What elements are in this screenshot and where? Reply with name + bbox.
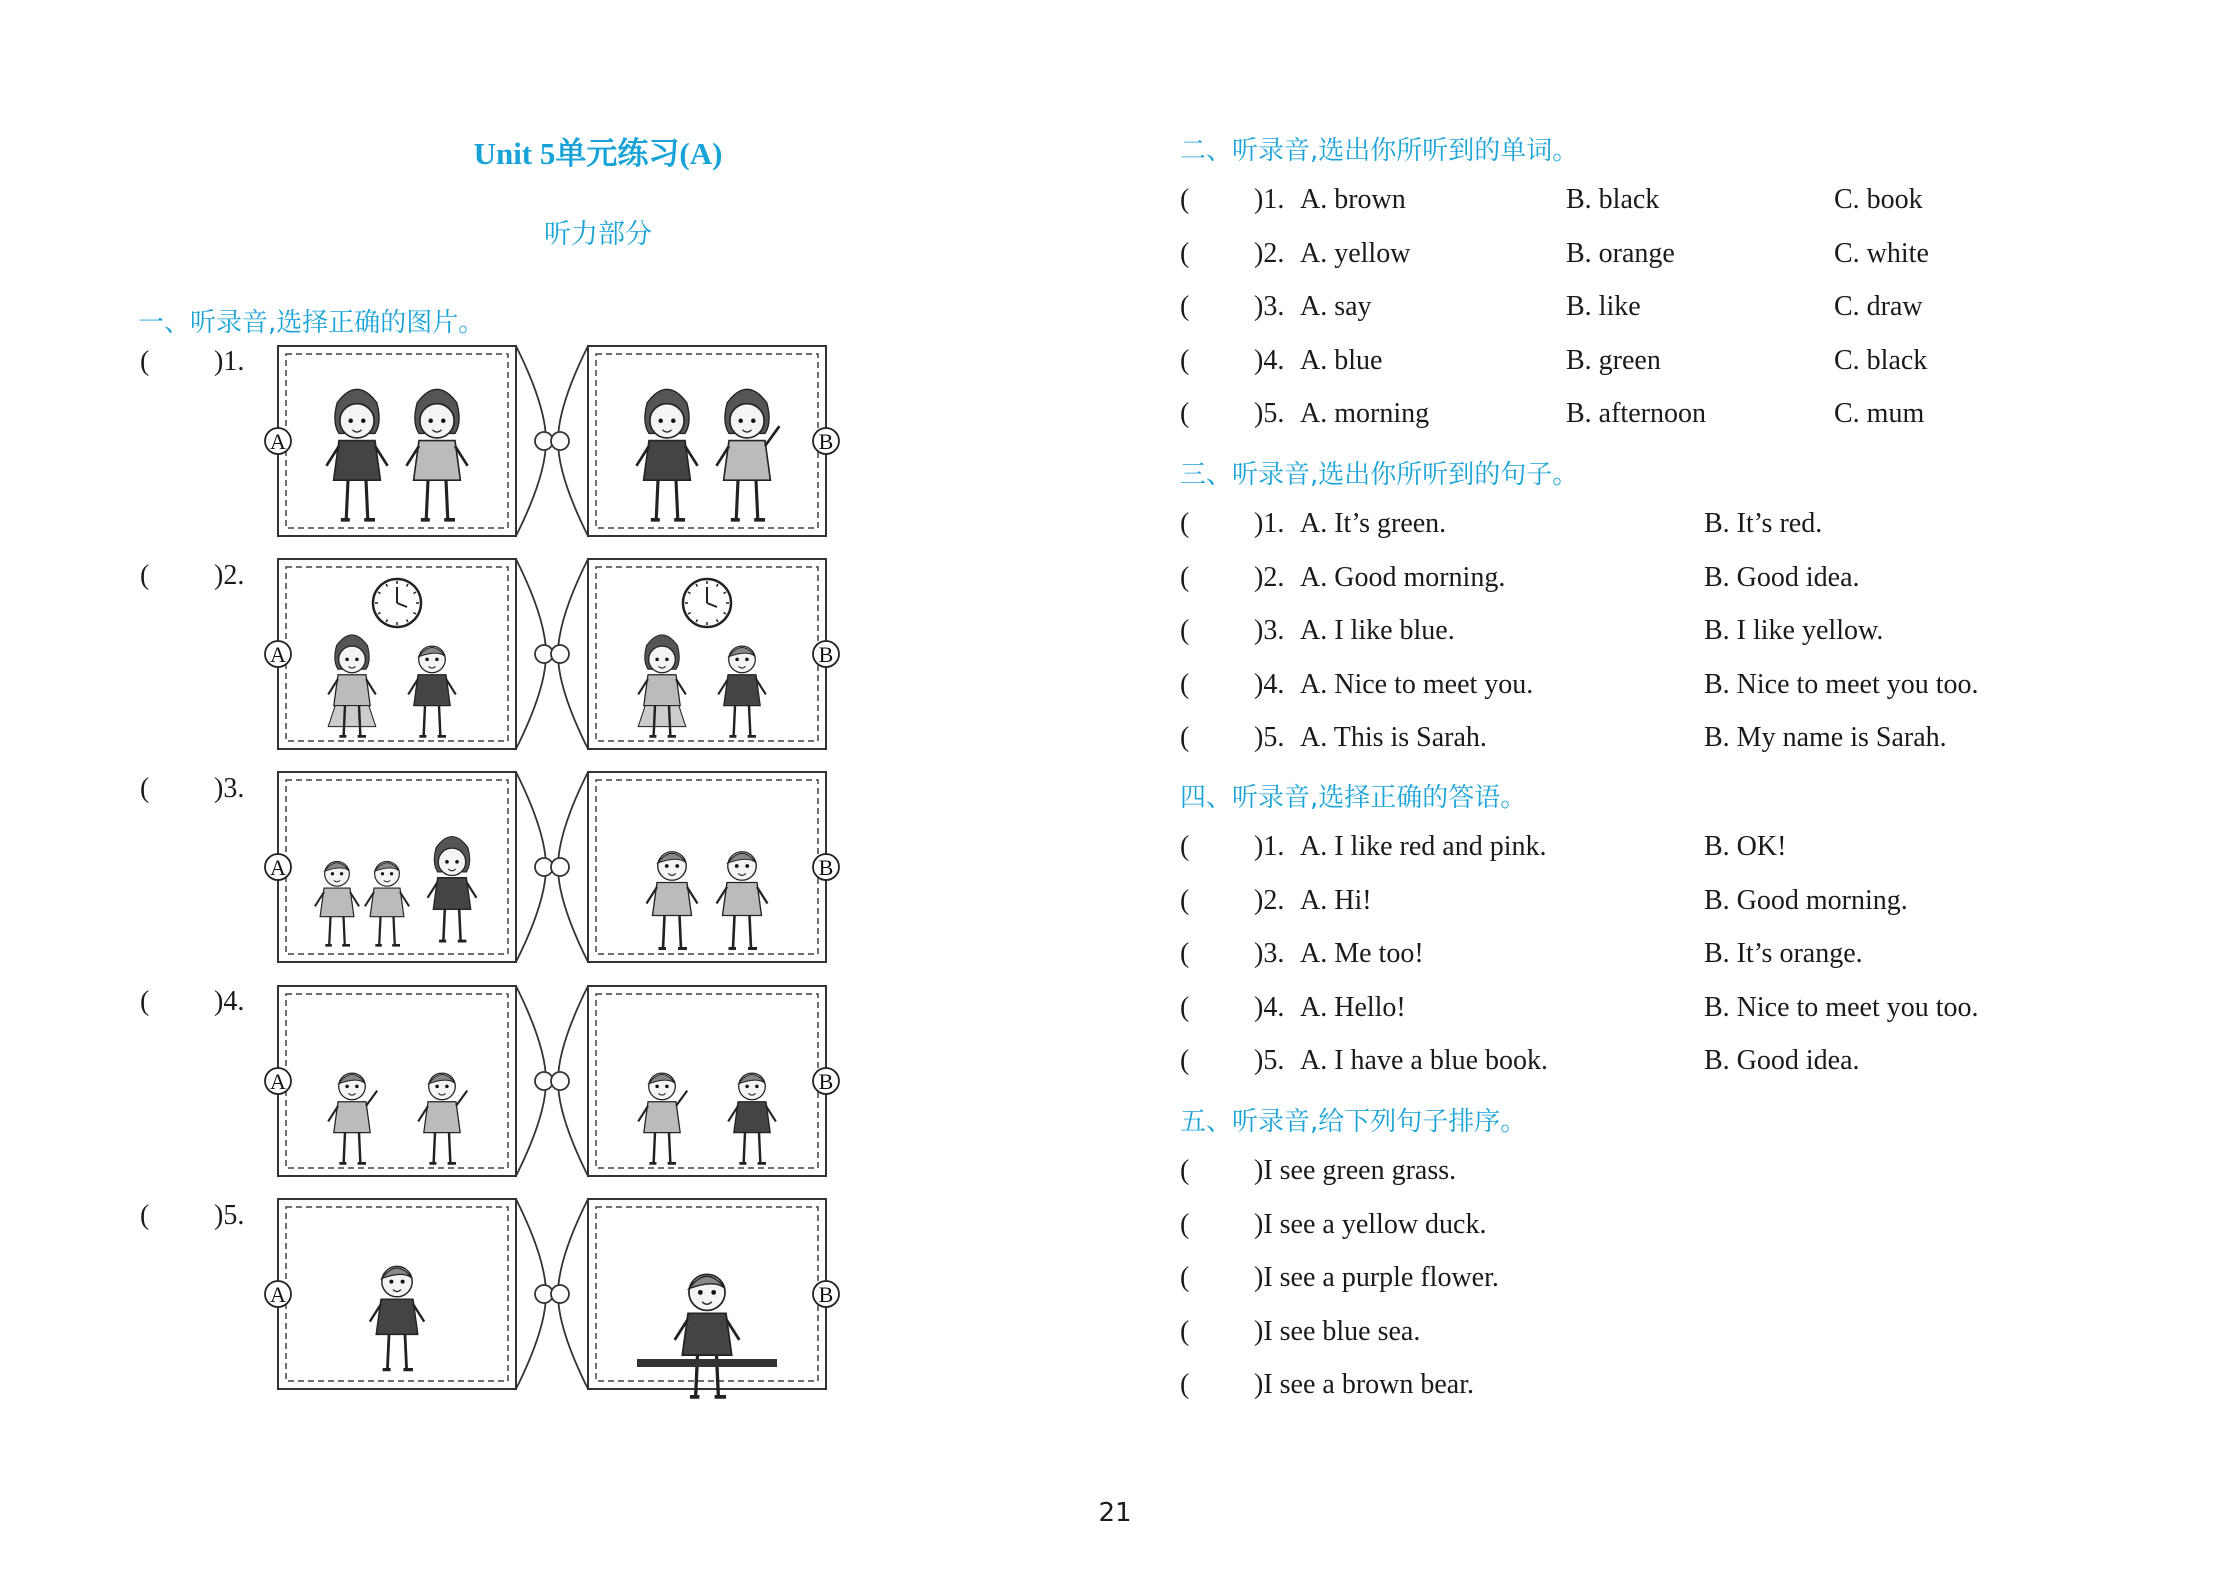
answer-paren: ( (1180, 1045, 1190, 1076)
picture-panel (588, 986, 826, 1176)
option-a[interactable]: A. say (1300, 291, 1372, 322)
option-a[interactable]: A. I like red and pink. (1300, 831, 1547, 862)
option-a[interactable]: A. yellow (1300, 237, 1411, 269)
picture-panel (278, 559, 516, 749)
option-c[interactable]: C. book (1834, 184, 1923, 215)
picture-pair-5 (258, 1199, 834, 1391)
option-label-b (813, 1281, 839, 1307)
option-label-b (813, 641, 839, 667)
option-a[interactable]: A. Me too! (1300, 938, 1424, 969)
svg-text:A: A (270, 855, 286, 880)
picture-question-1[interactable] (140, 346, 245, 378)
answer-paren: ( (1180, 668, 1190, 700)
question-number: )3. (1254, 938, 1285, 969)
option-b[interactable]: B. Nice to meet you too. (1704, 668, 1979, 700)
svg-text:B: B (818, 1282, 834, 1307)
answer-paren: ( (140, 1200, 150, 1231)
answer-paren: ( (1180, 1369, 1190, 1400)
sentence-text: )I see green grass. (1254, 1155, 1457, 1186)
picture-question-3[interactable] (140, 773, 245, 805)
question-number: )5. (214, 1200, 245, 1231)
answer-paren: ( (1180, 344, 1190, 376)
question-number: )1. (214, 346, 245, 377)
question-number: )5. (1254, 398, 1285, 429)
picture-pair-art (258, 986, 834, 1178)
option-b[interactable]: B. Good idea. (1704, 1045, 1860, 1076)
question-number: )4. (1254, 668, 1285, 700)
section-3-heading: 三、听录音,选出你所听到的句子。 (1180, 460, 1579, 490)
connector-icon (516, 1199, 588, 1389)
option-b[interactable]: B. black (1566, 184, 1660, 215)
picture-pair-4 (258, 986, 834, 1178)
sentence-text: )I see a yellow duck. (1254, 1208, 1487, 1240)
picture-pair-art (258, 559, 834, 751)
sentence-text: )I see a brown bear. (1254, 1369, 1475, 1400)
answer-paren: ( (1180, 831, 1190, 862)
question-number: )2. (1254, 884, 1285, 916)
option-a[interactable]: A. Hello! (1300, 991, 1406, 1023)
picture-panel (588, 772, 826, 962)
connector-icon (516, 346, 588, 536)
picture-pair-3 (258, 772, 834, 964)
picture-question-5[interactable] (140, 1200, 245, 1232)
option-b[interactable]: B. like (1566, 291, 1641, 322)
option-a[interactable]: A. Hi! (1300, 884, 1372, 916)
option-c[interactable]: C. white (1834, 237, 1929, 269)
option-c[interactable]: C. black (1834, 344, 1928, 376)
option-a[interactable]: A. This is Sarah. (1300, 722, 1487, 753)
answer-paren: ( (1180, 1208, 1190, 1240)
option-label-b (813, 428, 839, 454)
option-a[interactable]: A. It’s green. (1300, 508, 1447, 539)
picture-panel (588, 346, 826, 536)
option-b[interactable]: B. My name is Sarah. (1704, 722, 1947, 753)
question-number: )3. (1254, 291, 1285, 322)
sentence-text: )I see a purple flower. (1254, 1262, 1499, 1293)
picture-pair-art (258, 772, 834, 964)
answer-paren: ( (140, 986, 150, 1017)
svg-text:B: B (818, 855, 834, 880)
connector-icon (516, 559, 588, 749)
question-number: )3. (1254, 615, 1285, 646)
answer-paren: ( (1180, 722, 1190, 753)
question-number: )2. (214, 560, 245, 591)
picture-pair-art (258, 1199, 834, 1391)
sentence-text: )I see blue sea. (1254, 1315, 1421, 1347)
question-number: )1. (1254, 508, 1285, 539)
answer-paren: ( (1180, 237, 1190, 269)
answer-paren: ( (1180, 398, 1190, 429)
option-label-b (813, 854, 839, 880)
svg-text:A: A (270, 429, 286, 454)
option-label-a (265, 1068, 291, 1094)
answer-paren: ( (1180, 561, 1190, 593)
option-a[interactable]: A. Good morning. (1300, 561, 1506, 593)
option-c[interactable]: C. draw (1834, 291, 1923, 322)
page-number: 21 (1098, 1498, 1132, 1528)
option-label-a (265, 428, 291, 454)
answer-paren: ( (1180, 184, 1190, 215)
option-b[interactable]: B. Good morning. (1704, 884, 1908, 916)
picture-panel (278, 1199, 516, 1389)
page-title: Unit 5单元练习(A) (473, 136, 723, 171)
section-4-heading: 四、听录音,选择正确的答语。 (1180, 783, 1527, 813)
question-number: )4. (214, 986, 245, 1017)
svg-text:A: A (270, 1282, 286, 1307)
option-a[interactable]: A. I have a blue book. (1300, 1045, 1549, 1076)
question-number: )5. (1254, 722, 1285, 753)
option-b[interactable]: B. It’s orange. (1704, 938, 1863, 969)
svg-text:B: B (818, 1069, 834, 1094)
option-label-a (265, 854, 291, 880)
option-b[interactable]: B. Nice to meet you too. (1704, 991, 1979, 1023)
question-number: )5. (1254, 1045, 1285, 1076)
clock-icon (373, 579, 421, 627)
answer-paren: ( (1180, 508, 1190, 539)
picture-pair-art (258, 346, 834, 538)
picture-question-4[interactable] (140, 986, 245, 1018)
section-2-heading: 二、听录音,选出你所听到的单词。 (1180, 136, 1579, 166)
question-number: )4. (1254, 991, 1285, 1023)
svg-text:B: B (818, 642, 834, 667)
connector-icon (516, 772, 588, 962)
picture-panel (278, 986, 516, 1176)
option-a[interactable]: A. I like blue. (1300, 615, 1455, 646)
picture-question-2[interactable] (140, 560, 245, 592)
svg-text:B: B (818, 429, 834, 454)
option-a[interactable]: A. brown (1300, 184, 1406, 215)
section-1-heading: 一、听录音,选择正确的图片。 (138, 308, 485, 338)
svg-text:A: A (270, 1069, 286, 1094)
question-number: )2. (1254, 237, 1285, 269)
answer-paren: ( (1180, 1155, 1190, 1186)
answer-paren: ( (140, 560, 150, 591)
answer-paren: ( (1180, 938, 1190, 969)
answer-paren: ( (140, 773, 150, 804)
question-number: )1. (1254, 184, 1285, 215)
picture-panel (278, 772, 516, 962)
option-b[interactable]: B. orange (1566, 237, 1675, 269)
picture-panel (278, 346, 516, 536)
answer-paren: ( (1180, 1315, 1190, 1347)
option-c[interactable]: C. mum (1834, 398, 1925, 429)
answer-paren: ( (1180, 291, 1190, 322)
option-a[interactable]: A. blue (1300, 344, 1383, 376)
picture-panel (588, 559, 826, 749)
option-b[interactable]: B. afternoon (1566, 398, 1706, 429)
option-b[interactable]: B. It’s red. (1704, 508, 1823, 539)
answer-paren: ( (1180, 615, 1190, 646)
option-b[interactable]: B. green (1566, 344, 1661, 376)
page-subtitle: 听力部分 (544, 219, 652, 250)
answer-paren: ( (1180, 1262, 1190, 1293)
option-a[interactable]: A. Nice to meet you. (1300, 668, 1534, 700)
option-b[interactable]: B. OK! (1704, 831, 1787, 862)
picture-pair-1 (258, 346, 834, 538)
answer-paren: ( (140, 346, 150, 377)
option-label-b (813, 1068, 839, 1094)
connector-icon (516, 986, 588, 1176)
picture-pair-2 (258, 559, 834, 751)
section-5-heading: 五、听录音,给下列句子排序。 (1180, 1107, 1527, 1137)
clock-icon (683, 579, 731, 627)
question-number: )4. (1254, 344, 1285, 376)
option-label-a (265, 641, 291, 667)
svg-text:A: A (270, 642, 286, 667)
question-number: )3. (214, 773, 245, 804)
option-a[interactable]: A. morning (1300, 398, 1430, 429)
answer-paren: ( (1180, 991, 1190, 1023)
question-number: )1. (1254, 831, 1285, 862)
question-number: )2. (1254, 561, 1285, 593)
option-b[interactable]: B. Good idea. (1704, 561, 1860, 593)
option-b[interactable]: B. I like yellow. (1704, 615, 1884, 646)
picture-panel (588, 1199, 826, 1397)
option-label-a (265, 1281, 291, 1307)
answer-paren: ( (1180, 884, 1190, 916)
